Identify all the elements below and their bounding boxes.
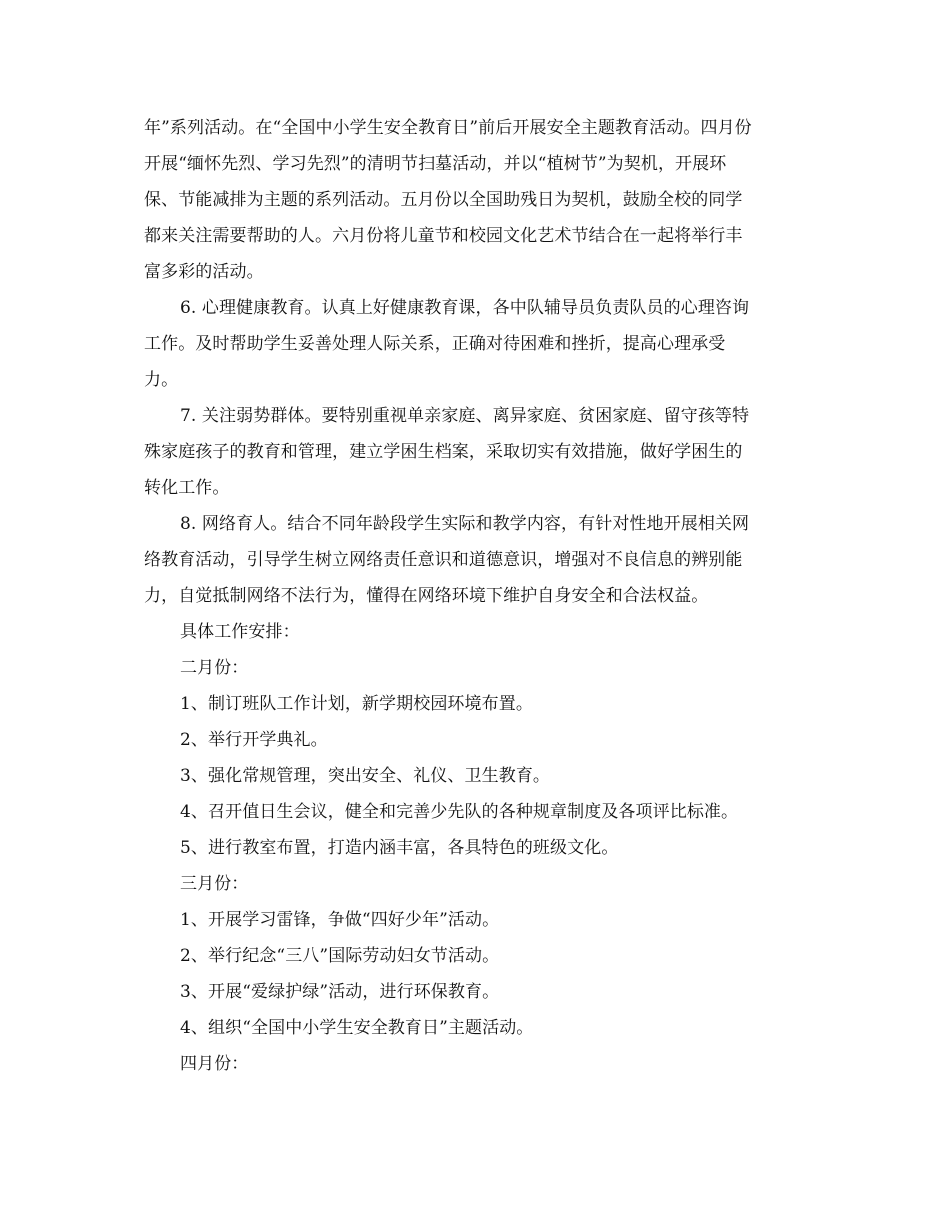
text-line: 3、开展“爱绿护绿”活动，进行环保教育。 xyxy=(180,982,500,1002)
text-line: 四月份： xyxy=(180,1054,249,1074)
text-line: 开展“缅怀先烈、学习先烈”的清明节扫墓活动，并以“植树节”为契机，开展环 xyxy=(144,154,727,174)
text-line: 络教育活动，引导学生树立网络责任意识和道德意识，增强对不良信息的辨别能 xyxy=(144,550,743,570)
text-line: 二月份： xyxy=(180,658,249,678)
document-page xyxy=(144,110,806,1082)
text-line: 工作。及时帮助学生妥善处理人际关系，正确对待困难和挫折，提高心理承受 xyxy=(144,334,726,354)
text-line: 都来关注需要帮助的人。六月份将儿童节和校园文化艺术节结合在一起将举行丰 xyxy=(144,226,743,246)
text-line: 1、开展学习雷锋，争做“四好少年”活动。 xyxy=(180,910,500,930)
text-line: 保、节能减排为主题的系列活动。五月份以全国助残日为契机，鼓励全校的同学 xyxy=(144,190,743,210)
text-line: 2、举行开学典礼。 xyxy=(180,730,328,750)
text-line: 三月份： xyxy=(180,874,249,894)
text-line: 8. 网络育人。结合不同年龄段学生实际和教学内容，有针对性地开展相关网 xyxy=(180,514,750,534)
text-line: 具体工作安排： xyxy=(180,622,300,642)
text-line: 7. 关注弱势群体。要特别重视单亲家庭、离异家庭、贫困家庭、留守孩等特 xyxy=(180,406,750,426)
text-line: 转化工作。 xyxy=(144,478,230,498)
text-line: 6. 心理健康教育。认真上好健康教育课，各中队辅导员负责队员的心理咨询 xyxy=(180,298,750,318)
text-line: 5、进行教室布置，打造内涵丰富，各具特色的班级文化。 xyxy=(180,838,619,858)
text-line: 4、召开值日生会议，健全和完善少先队的各种规章制度及各项评比标准。 xyxy=(180,802,739,822)
text-line: 殊家庭孩子的教育和管理，建立学困生档案，采取切实有效措施，做好学困生的 xyxy=(144,442,743,462)
text-line: 力。 xyxy=(144,370,179,390)
text-line: 4、组织“全国中小学生安全教育日”主题活动。 xyxy=(180,1018,534,1038)
text-line: 3、强化常规管理，突出安全、礼仪、卫生教育。 xyxy=(180,766,551,786)
text-line: 1、制订班队工作计划，新学期校园环境布置。 xyxy=(180,694,533,714)
text-line: 力，自觉抵制网络不法行为，懂得在网络环境下维护自身安全和合法权益。 xyxy=(144,586,709,606)
text-line: 年”系列活动。在“全国中小学生安全教育日”前后开展安全主题教育活动。四月份 xyxy=(144,118,752,138)
text-line: 富多彩的活动。 xyxy=(144,262,264,282)
text-line: 2、举行纪念“三八”国际劳动妇女节活动。 xyxy=(180,946,500,966)
